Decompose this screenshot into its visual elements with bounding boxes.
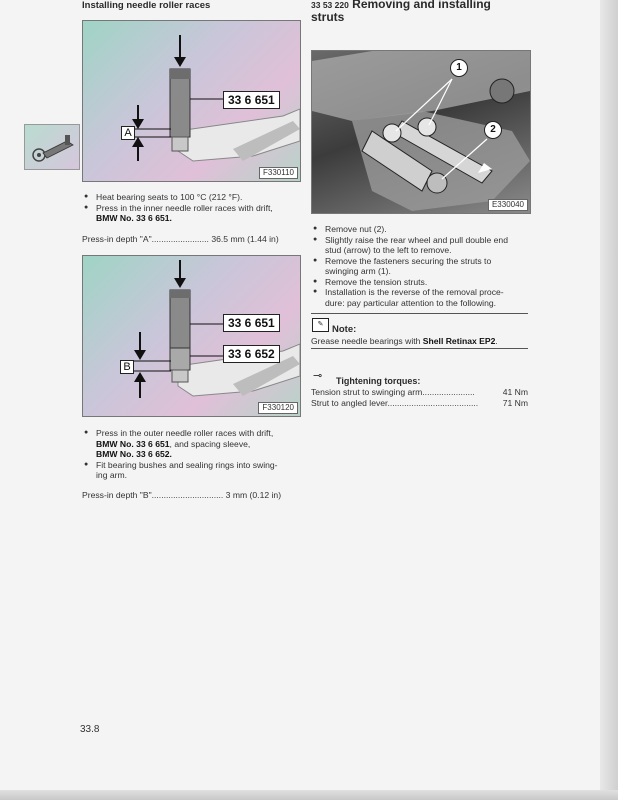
instruction-list-2: [82, 428, 304, 481]
list-item-text: Slightly raise the rear wheel and pull double end: [325, 234, 508, 245]
list-item: [82, 203, 302, 224]
list-item-text: ing arm.: [96, 470, 128, 480]
figure-1-photo: [82, 20, 301, 182]
section-title-line-1: Removing and installing: [352, 0, 491, 11]
spec-value: 3 mm (0.12 in): [225, 490, 282, 500]
torque-label: Strut to angled lever: [311, 398, 388, 408]
page-edge-shadow: [600, 0, 618, 800]
figure-1-tool-callout: 33 6 651: [223, 91, 280, 109]
list-item-text: dure: pay particular attention to the following.: [325, 297, 497, 308]
torque-wrench-icon: ⊸: [313, 370, 323, 382]
list-item: ● Remove the tension struts.: [311, 277, 535, 288]
figure-2-tool-callout-1: 33 6 651: [223, 314, 280, 332]
list-item: [311, 235, 535, 256]
note-body: Grease needle bearings with: [311, 336, 423, 346]
figure-3-marker-2: 2: [484, 121, 502, 139]
list-item-text: Remove the fasteners securing the struts to: [325, 255, 492, 266]
page-number: 33.8: [80, 724, 100, 735]
list-item: [82, 460, 304, 481]
section-title-line-2: struts: [311, 10, 345, 24]
tool-number: BMW No. 33 6 652: [96, 449, 170, 459]
section-heading: [311, 0, 491, 23]
figure-2-code: F330120: [258, 402, 298, 414]
press-in-depth-a: [82, 234, 279, 244]
torque-row: [311, 398, 528, 408]
list-item: ● Heat bearing seats to 100 °C (212 °F).: [82, 192, 302, 203]
figure-3-photo: [311, 50, 531, 214]
list-item-text: Press in the inner needle roller races with drift,: [96, 202, 273, 213]
figure-3-code: E330040: [488, 199, 528, 211]
list-item-text: , and spacing sleeve,: [169, 438, 251, 449]
spec-label: Press-in depth "A": [82, 234, 152, 244]
figure-1-code: F330110: [259, 167, 298, 179]
note-text: Grease needle bearings with Shell Retinax EP2.: [311, 336, 498, 346]
leader-dots: ......................: [422, 387, 475, 397]
note-label: Note:: [332, 324, 357, 335]
tool-number: BMW No. 33 6 651: [96, 438, 170, 449]
torque-label: Tension strut to swinging arm: [311, 387, 423, 397]
instruction-list-1: [82, 192, 302, 224]
press-in-depth-b: [82, 490, 281, 500]
section-number: 33 53 220: [311, 0, 349, 10]
spec-label: Press-in depth "B": [82, 490, 152, 500]
leader-dots: ........................: [151, 234, 209, 244]
chapter-thumbnail: [24, 124, 80, 170]
list-item-text: swinging arm (1).: [325, 266, 391, 276]
list-item: [311, 256, 535, 277]
figure-2-photo: [82, 255, 301, 417]
note-bottom-rule: [311, 348, 528, 349]
figure-1-depth-letter: A: [121, 126, 135, 140]
grease-name: Shell Retinax EP2: [422, 336, 496, 346]
figure-2-tool-callout-2: 33 6 652: [223, 345, 280, 363]
list-item-text: Press in the outer needle roller races with drift,: [96, 428, 274, 438]
figure-2-drawing: [83, 256, 300, 416]
tool-number: BMW No. 33 6 651.: [96, 213, 172, 223]
figure-3-marker-1: 1: [450, 59, 468, 77]
note-top-rule: [311, 313, 528, 314]
list-item-text: stud (arrow) to the left to remove.: [325, 245, 452, 255]
leader-dots: ..............................: [151, 490, 224, 500]
list-item: ● Remove nut (2).: [311, 224, 535, 235]
torque-heading: Tightening torques:: [336, 376, 421, 386]
torque-row: [311, 387, 528, 397]
spec-value: 36.5 mm (1.44 in): [211, 234, 279, 244]
page-bottom-edge: [0, 790, 618, 800]
list-item: [311, 287, 535, 308]
thumbnail-drawing: [25, 125, 79, 169]
leader-dots: ......................................: [387, 398, 479, 408]
list-item-text: Installation is the reverse of the removal proce-: [325, 287, 504, 297]
list-item: ● Press in the outer needle roller races with drift, BMW No. 33 6 651, and spacing sleeve, BMW No. 33 6 652.: [82, 428, 304, 460]
left-heading: Installing needle roller races: [82, 0, 211, 11]
removal-steps: [311, 224, 535, 308]
torque-value: 71 Nm: [502, 398, 528, 408]
list-item-text: Fit bearing bushes and sealing rings into swing-: [96, 459, 278, 470]
torque-value: 41 Nm: [502, 387, 528, 397]
figure-2-depth-letter: B: [120, 360, 134, 374]
note-icon: ✎: [312, 318, 329, 332]
